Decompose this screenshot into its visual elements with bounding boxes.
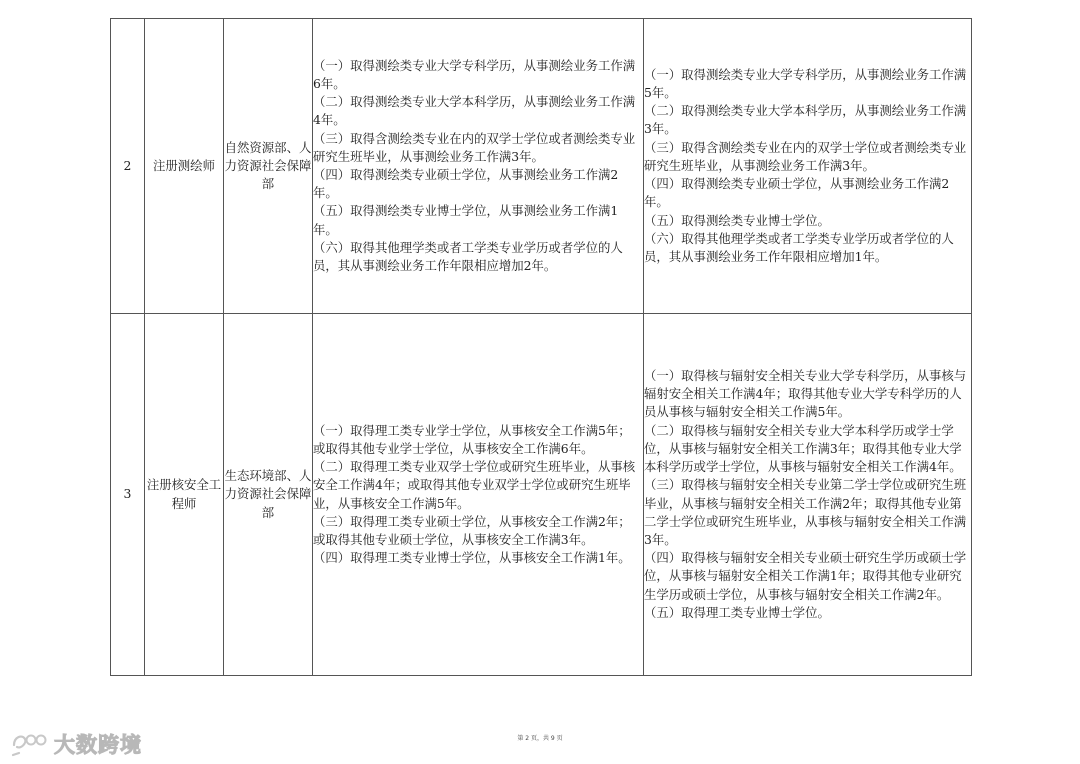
watermark: [10, 729, 142, 759]
requirements-revised: [644, 19, 972, 314]
qualification-table: [110, 18, 972, 676]
page-number: 第 2 页，共 9 页: [517, 735, 563, 742]
requirement-item: （三）取得含测绘类专业在内的双学士学位或者测绘类专业研究生班毕业，从事测绘业务工作满3年。: [644, 139, 967, 173]
requirements-original: [313, 19, 644, 314]
department: 自然资源部、人力资源社会保障部: [224, 19, 313, 314]
requirement-item: （二）取得理工类专业双学士学位或研究生班毕业，从事核安全工作满4年；或取得其他专业双学士学位或研究生班毕业，从事核安全工作满5年。: [313, 459, 636, 511]
watermark-logo-icon: [10, 731, 48, 757]
requirement-item: （五）取得测绘类专业博士学位。: [644, 212, 830, 228]
row-number: 3: [111, 314, 145, 676]
requirement-item: （二）取得核与辐射安全相关专业大学本科学历或学士学位，从事核与辐射安全相关工作满3年；取得其他专业大学本科学历或学士学位，从事核与辐射安全相关工作满4年。: [644, 422, 962, 475]
department: 生态环境部、人力资源社会保障部: [224, 314, 313, 676]
requirement-item: （六）取得其他理学类或者工学类专业学历或者学位的人员，其从事测绘业务工作年限相应增加1年。: [644, 230, 954, 264]
requirement-item: （四）取得理工类专业博士学位，从事核安全工作满1年。: [313, 550, 631, 566]
watermark-text: 大数跨境: [54, 733, 142, 757]
table-row: [111, 314, 972, 676]
requirement-item: （四）取得测绘类专业硕士学位，从事测绘业务工作满2年。: [644, 176, 950, 210]
requirement-item: （三）取得含测绘类专业在内的双学士学位或者测绘类专业研究生班毕业，从事测绘业务工作满3年。: [313, 130, 636, 164]
table-row: [111, 19, 972, 314]
requirements-original: [313, 314, 644, 676]
requirement-item: （六）取得其他理学类或者工学类专业学历或者学位的人员，其从事测绘业务工作年限相应增加2年。: [313, 239, 623, 274]
requirement-item: （四）取得核与辐射安全相关专业硕士研究生学历或硕士学位，从事核与辐射安全相关工作满1年；取得其他专业研究生学历或硕士学位，从事核与辐射安全相关工作满2年。: [644, 550, 967, 602]
requirement-item: （五）取得理工类专业博士学位。: [644, 604, 830, 620]
row-number: 2: [111, 19, 145, 314]
requirement-item: （五）取得测绘类专业博士学位，从事测绘业务工作满1年。: [313, 203, 619, 237]
requirement-item: （四）取得测绘类专业硕士学位，从事测绘业务工作满2年。: [313, 167, 619, 201]
qualification-name: 注册核安全工程师: [145, 314, 224, 676]
requirement-item: （一）取得测绘类专业大学专科学历，从事测绘业务工作满5年。: [644, 66, 967, 101]
requirement-item: （一）取得理工类专业学士学位，从事核安全工作满5年；或取得其他专业学士学位，从事核安全工作满6年。: [313, 422, 631, 456]
requirement-item: （一）取得核与辐射安全相关专业大学专科学历，从事核与辐射安全相关工作满4年；取得其他专业大学专科学历的人员从事核与辐射安全相关工作满5年。: [644, 368, 967, 420]
requirement-item: （二）取得测绘类专业大学本科学历，从事测绘业务工作满3年。: [644, 103, 967, 137]
requirement-item: （三）取得理工类专业硕士学位，从事核安全工作满2年；或取得其他专业硕士学位，从事核安全工作满3年。: [313, 513, 631, 547]
requirements-revised: [644, 314, 972, 676]
requirement-item: （三）取得核与辐射安全相关专业第二学士学位或研究生班毕业，从事核与辐射安全相关工作满2年；取得其他专业第二学士学位或研究生班毕业，从事核与辐射安全相关工作满3年。: [644, 477, 967, 547]
qualification-name: 注册测绘师: [145, 19, 224, 314]
requirement-item: （一）取得测绘类专业大学专科学历，从事测绘业务工作满6年。: [313, 57, 636, 91]
requirement-item: （二）取得测绘类专业大学本科学历，从事测绘业务工作满4年。: [313, 94, 636, 128]
